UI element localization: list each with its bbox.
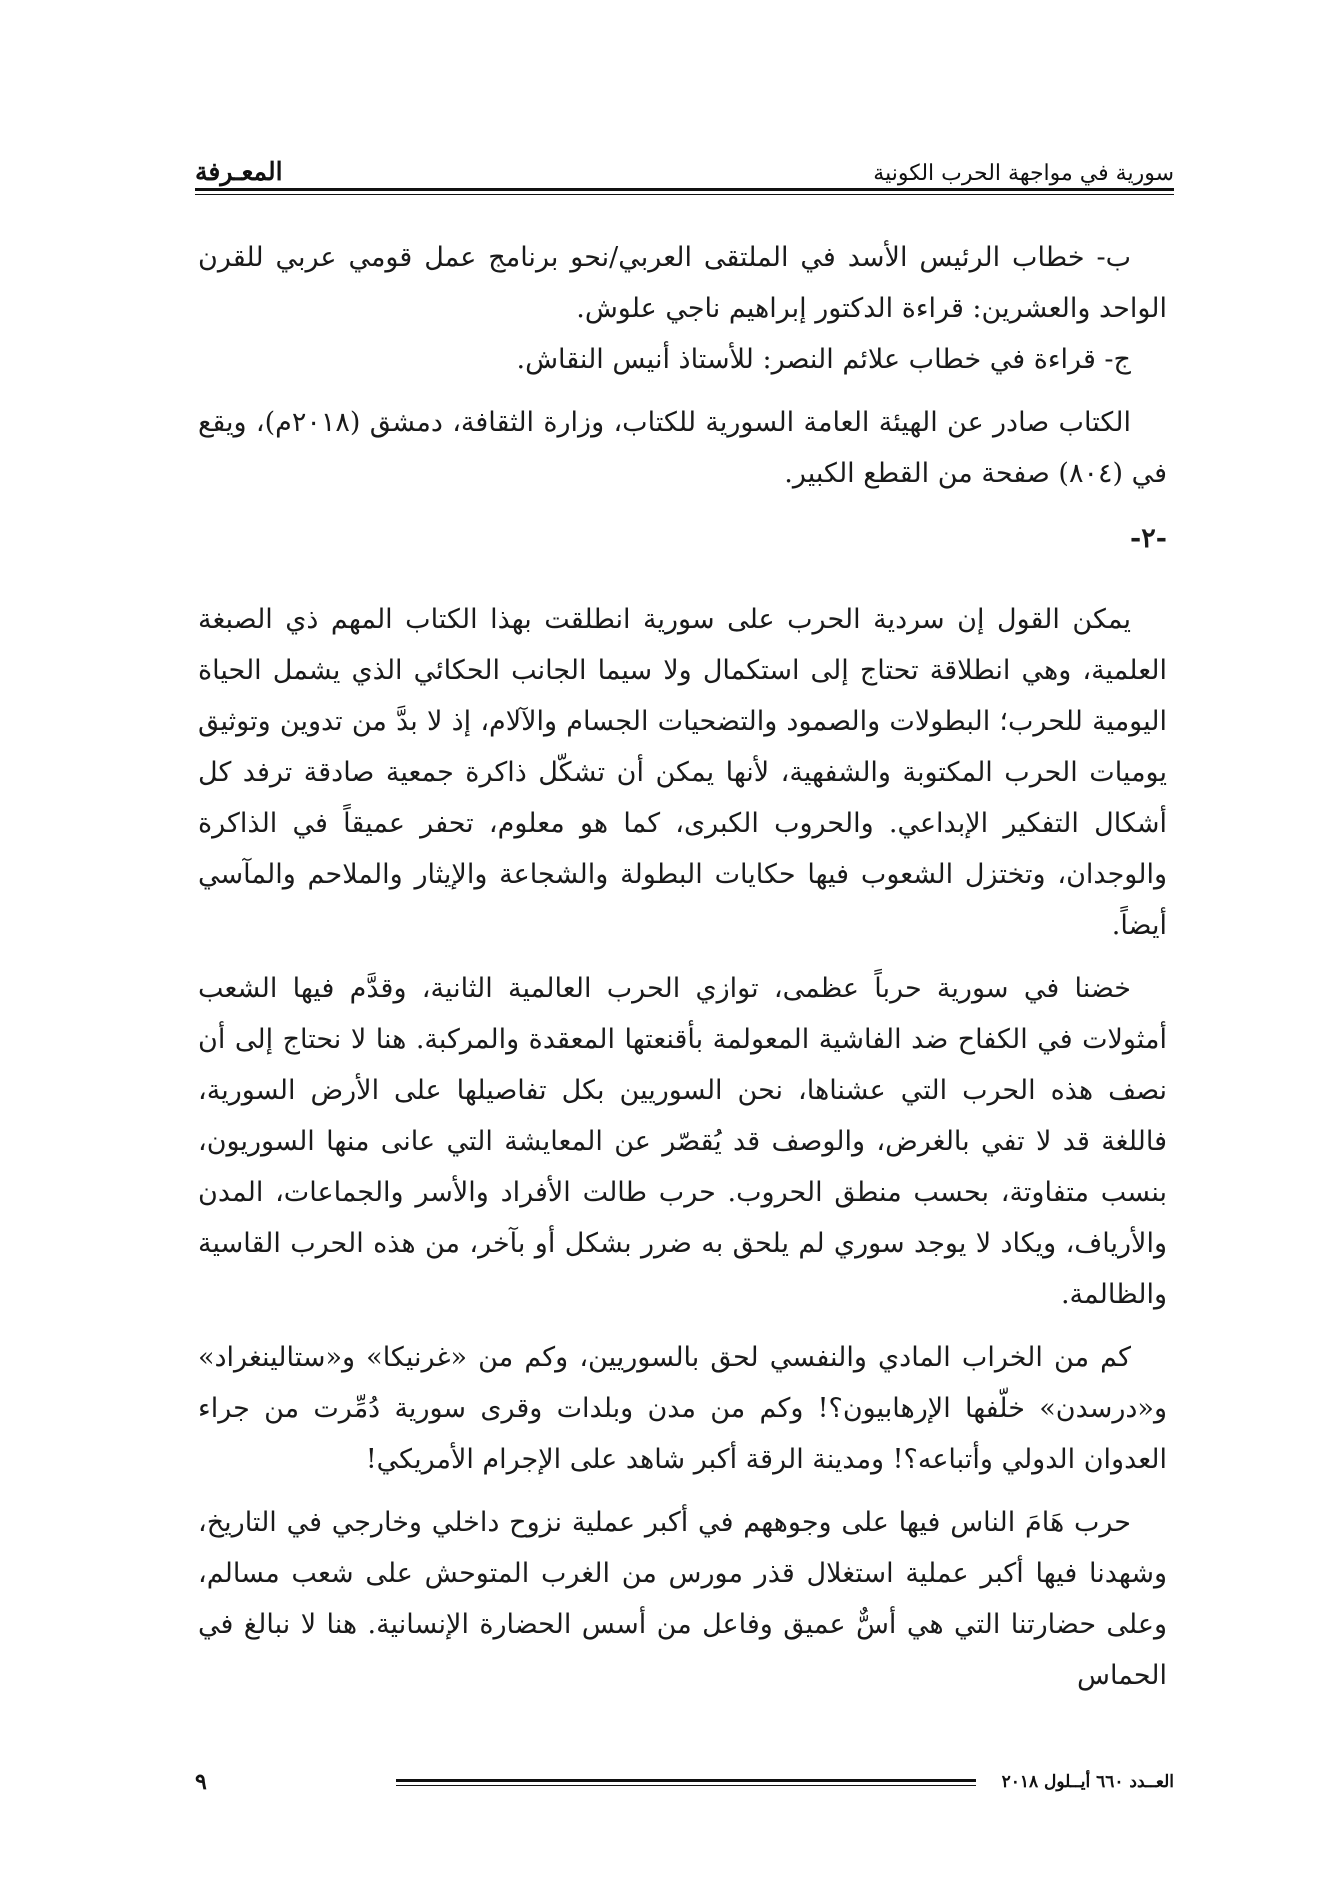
- running-title: سورية في مواجهة الحرب الكونية: [873, 161, 1174, 186]
- page-header: [195, 128, 1174, 186]
- footer-rule: [396, 1779, 976, 1786]
- paragraph-3: كم من الخراب المادي والنفسي لحق بالسوريين، وكم من «غرنيكا» و«ستالينغراد» و«درسدن» خلّفها الإرهابيون؟! وكم من مدن وبلدات وقرى سورية دُمِّرت من جراء العدوان الدولي وأتباعه؟! ومدينة الرقة أكبر شاهد على الإجرام الأمريكي!: [198, 1342, 1167, 1475]
- article-body: [198, 232, 1167, 1701]
- issue-info: العــدد ٦٦٠ أيــلول ٢٠١٨: [1001, 1772, 1174, 1792]
- book-info-paragraph: الكتاب صادر عن الهيئة العامة السورية للكتاب، وزارة الثقافة، دمشق (٢٠١٨م)، ويقع في (٨٠٤) صفحة من القطع الكبير.: [198, 407, 1167, 489]
- paragraph-4: حرب هَامَ الناس فيها على وجوههم في أكبر عملية نزوح داخلي وخارجي في التاريخ، وشهدنا فيها أكبر عملية استغلال قذر مورس من الغرب المتوحش على شعب مسالم، وعلى حضارتنا التي هي أسٌّ عميق وفاعل من أسس الحضارة الإنسانية. هنا لا نبالغ في الحماس: [198, 1507, 1167, 1691]
- paragraph-2: خضنا في سورية حرباً عظمى، توازي الحرب العالمية الثانية، وقدَّم فيها الشعب أمثولات في الكفاح ضد الفاشية المعولمة بأقنعتها المعقدة والمركبة. هنا لا نحتاج إلى أن نصف هذه الحرب التي عشناها، نحن السوريين بكل تفاصيلها على الأرض السورية، فاللغة قد لا تفي بالغرض، والوصف قد يُقصّر عن المعايشة التي عانى منها السوريون، بنسب متفاوتة، بحسب منطق الحروب. حرب طالت الأفراد والأسر والجماعات، المدن والأرياف، ويكاد لا يوجد سوري لم يلحق به ضرر بشكل أو بآخر، من هذه الحرب القاسية والظالمة.: [198, 973, 1167, 1310]
- journal-logo: المعـرفة: [195, 157, 283, 186]
- page-number: ٩: [195, 1769, 207, 1795]
- header-rule: [195, 188, 1174, 191]
- header-rule-thin: [195, 194, 1174, 195]
- list-item-b: ب- خطاب الرئيس الأسد في الملتقى العربي/نحو برنامج عمل قومي عربي للقرن الواحد والعشرين: قراءة الدكتور إبراهيم ناجي علوش.: [198, 242, 1167, 324]
- list-item-c: ج- قراءة في خطاب علائم النصر: للأستاذ أنيس النقاش.: [516, 344, 1131, 375]
- section-number: -٢-: [1130, 523, 1167, 554]
- page-footer: [195, 1764, 1174, 1800]
- paragraph-1: يمكن القول إن سردية الحرب على سورية انطلقت بهذا الكتاب المهم ذي الصبغة العلمية، وهي انطلاقة تحتاج إلى استكمال ولا سيما الجانب الحكائي الذي يشمل الحياة اليومية للحرب؛ البطولات والصمود والتضحيات الجسام والآلام، إذ لا بدَّ من تدوين وتوثيق يوميات الحرب المكتوبة والشفهية، لأنها يمكن أن تشكّل ذاكرة جمعية صادقة ترفد كل أشكال التفكير الإبداعي. والحروب الكبرى، كما هو معلوم، تحفر عميقاً في الذاكرة والوجدان، وتختزل الشعوب فيها حكايات البطولة والشجاعة والإيثار والملاحم والمآسي أيضاً.: [198, 604, 1167, 941]
